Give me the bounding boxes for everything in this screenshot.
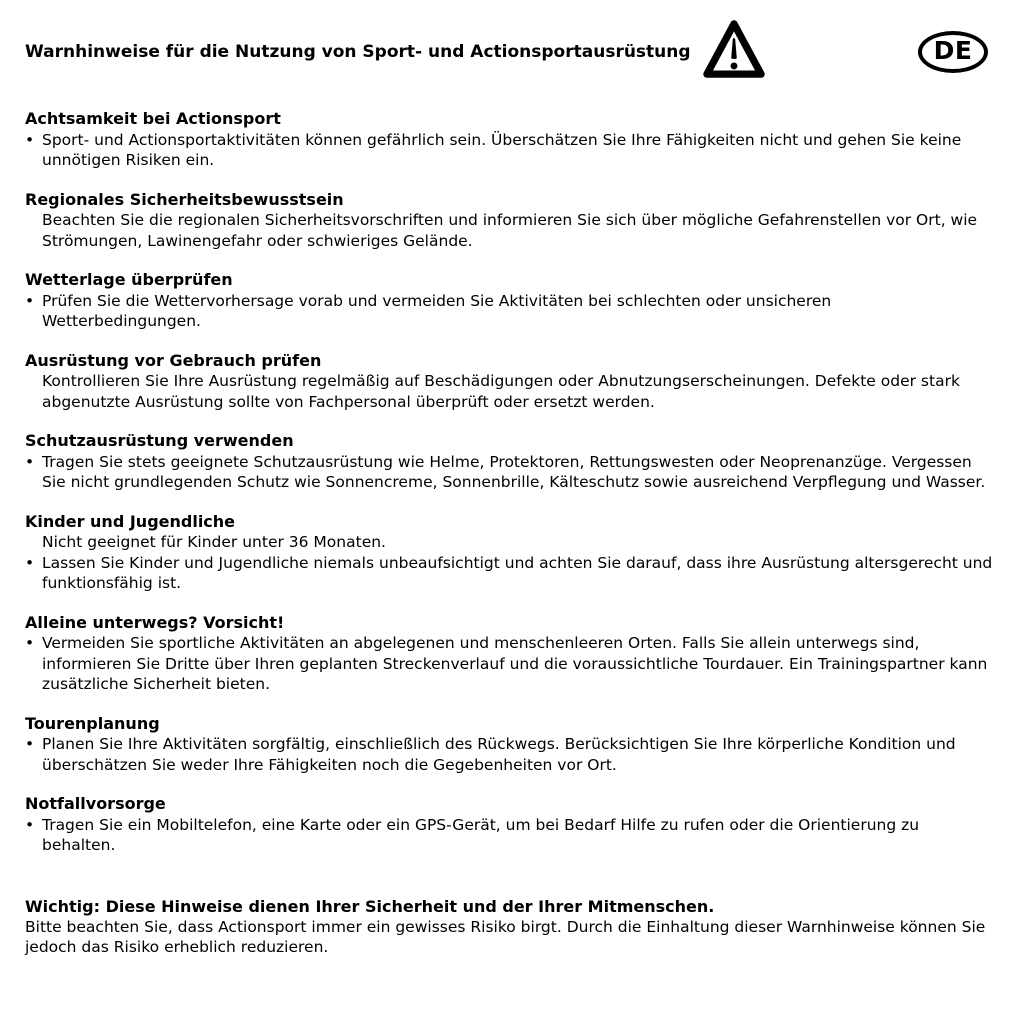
section-ausruestung xyxy=(25,351,1005,413)
footer-text: Bitte beachten Sie, dass Actionsport immer ein gewisses Risiko birgt. Durch die Einhaltung dieser Warnhinweise können Sie jedoch das Risiko erheblich reduzieren. xyxy=(25,917,986,956)
section-heading: Tourenplanung xyxy=(25,713,160,733)
section-heading: Notfallvorsorge xyxy=(25,794,166,813)
list-item-text: Planen Sie Ihre Aktivitäten sorgfältig, einschließlich des Rückwegs. Berücksichtigen Sie Ihre körperliche Kondition und überschätzen Sie weder Ihre Fähigkeiten noch die Gegebenheiten vor Ort. xyxy=(42,735,956,774)
section-heading: Achtsamkeit bei Actionsport xyxy=(25,109,281,128)
bullet-icon: • xyxy=(25,130,35,149)
footer-note xyxy=(25,896,1005,958)
list-item-text: Kontrollieren Sie Ihre Ausrüstung regelmäßig auf Beschädigungen oder Abnutzungserscheinungen. Defekte oder stark abgenutzte Ausrüstung sollte von Fachpersonal überprüft oder ersetzt werden. xyxy=(42,372,960,411)
list-item xyxy=(25,815,1005,856)
section-heading: Kinder und Jugendliche xyxy=(25,511,236,531)
list-item xyxy=(25,734,1005,775)
list-item xyxy=(25,452,1005,493)
list-item-text: Sport- und Actionsportaktivitäten können gefährlich sein. Überschätzen Sie Ihre Fähigkeiten nicht und gehen Sie keine unnötigen Risiken ein. xyxy=(42,130,962,169)
section-achtsamkeit xyxy=(25,109,1005,171)
section-schutzausruestung xyxy=(25,431,1005,493)
list-item-text: Tragen Sie ein Mobiltelefon, eine Karte oder ein GPS-Gerät, um bei Bedarf Hilfe zu rufen oder die Orientierung zu behalten. xyxy=(42,815,920,854)
section-tourenplanung xyxy=(25,714,1005,776)
list-item xyxy=(25,371,1005,412)
section-wetterlage xyxy=(25,270,1005,332)
language-badge: DE xyxy=(918,31,988,73)
list-item xyxy=(25,633,1005,695)
bullet-icon: • xyxy=(25,452,35,471)
section-heading: Wetterlage überprüfen xyxy=(25,270,233,289)
bullet-icon: • xyxy=(25,735,35,753)
list-item-text: Tragen Sie stets geeignete Schutzausrüstung wie Helme, Protektoren, Rettungswesten oder Neoprenanzüge. Vergessen Sie nicht grundlegenden Schutz wie Sonnencreme, Sonnenbrille, Kälteschutz sowie ausreichend Verpflegung und Wasser. xyxy=(42,452,986,491)
list-item-text: Beachten Sie die regionalen Sicherheitsvorschriften und informieren Sie sich über mögliche Gefahrenstellen vor Ort, wie Strömungen, Lawinengefahr oder schwieriges Gelände. xyxy=(42,211,978,250)
section-heading: Alleine unterwegs? Vorsicht! xyxy=(25,612,285,632)
warning-triangle-icon xyxy=(703,19,765,85)
section-heading: Ausrüstung vor Gebrauch prüfen xyxy=(25,350,322,370)
list-item-text: Prüfen Sie die Wettervorhersage vorab und vermeiden Sie Aktivitäten bei schlechten oder unsicheren Wetterbedingungen. xyxy=(42,291,832,330)
section-kinder xyxy=(25,512,1005,594)
list-item xyxy=(25,532,1005,553)
list-item-text: Nicht geeignet für Kinder unter 36 Monaten. xyxy=(42,533,386,551)
bullet-icon: • xyxy=(25,291,35,310)
section-heading: Schutzausrüstung verwenden xyxy=(25,431,294,450)
list-item-text: Vermeiden Sie sportliche Aktivitäten an abgelegenen und menschenleeren Orten. Falls Sie allein unterwegs sind, informieren Sie Dritte über Ihren geplanten Streckenverlauf und die voraussichtliche Tourdauer. Ein Trainingspartner kann zusätzliche Sicherheit bieten. xyxy=(42,634,988,693)
document-header xyxy=(25,14,1005,90)
list-item xyxy=(25,291,1005,332)
section-heading: Regionales Sicherheitsbewusstsein xyxy=(25,189,344,209)
section-notfallvorsorge xyxy=(25,794,1005,856)
section-regionales xyxy=(25,190,1005,252)
bullet-icon: • xyxy=(25,553,35,572)
list-item xyxy=(25,130,1005,171)
list-item xyxy=(25,210,1005,251)
page-title: Warnhinweise für die Nutzung von Sport- und Actionsportausrüstung xyxy=(25,42,691,62)
list-item-text: Lassen Sie Kinder und Jugendliche niemals unbeaufsichtigt und achten Sie darauf, dass ihre Ausrüstung altersgerecht und funktionsfähig ist. xyxy=(42,553,993,592)
footer-emphasis: Wichtig: Diese Hinweise dienen Ihrer Sicherheit und der Ihrer Mitmenschen. xyxy=(25,896,715,916)
section-alleine xyxy=(25,613,1005,695)
list-item xyxy=(25,553,1005,594)
bullet-icon: • xyxy=(25,815,35,834)
bullet-icon: • xyxy=(25,634,35,652)
